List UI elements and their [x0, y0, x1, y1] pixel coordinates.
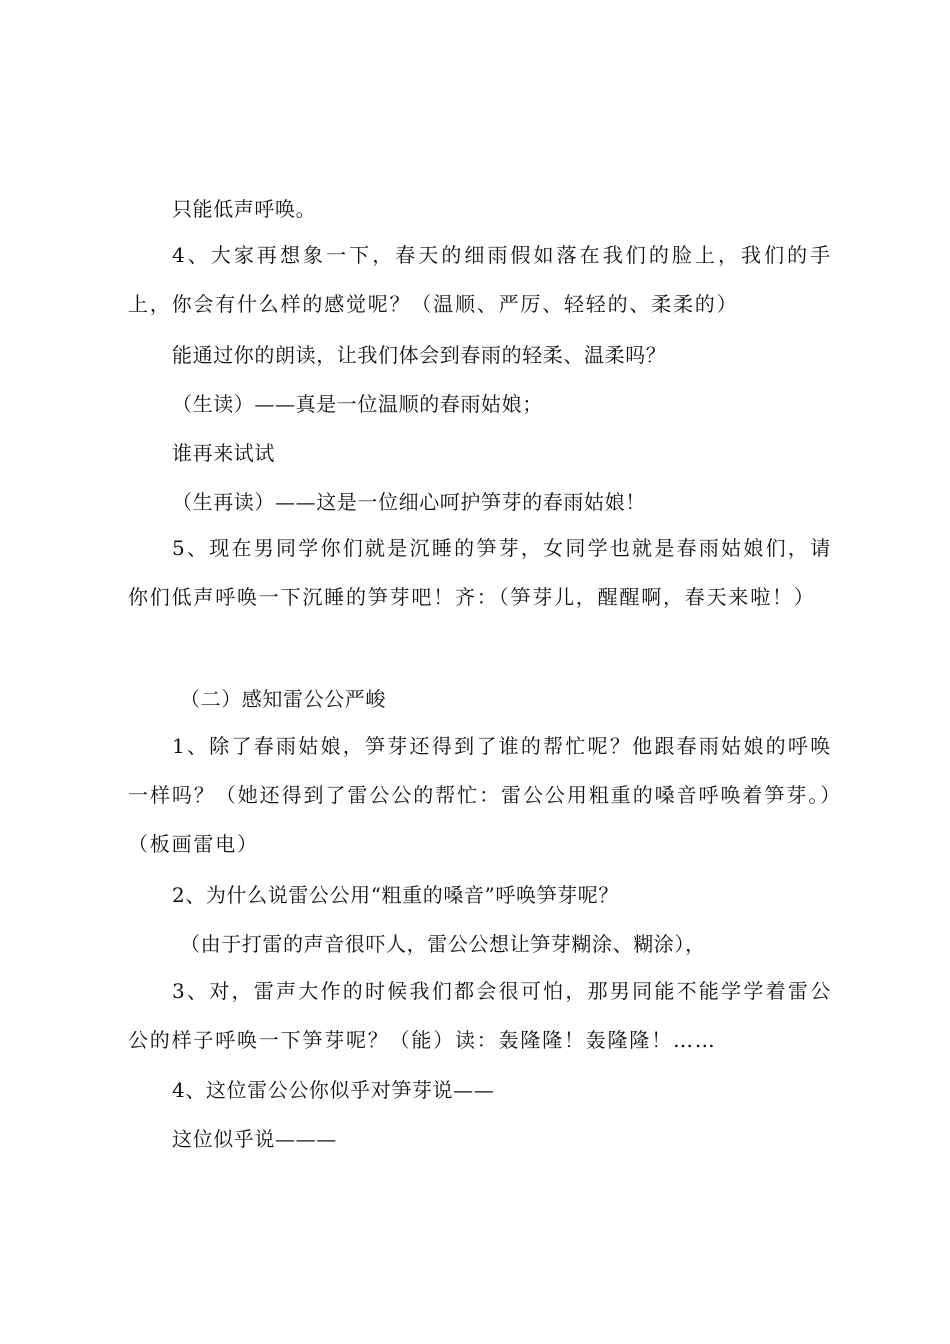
paragraph-9: 1、除了春雨姑娘，笋芽还得到了谁的帮忙呢？他跟春雨姑娘的呼唤一样吗？（她还得到了雷公公的帮忙：雷公公用粗重的嗓音呼唤着笋芽。）（板画雷电）: [128, 734, 832, 856]
paragraph-7: 5、现在男同学你们就是沉睡的笋芽，女同学也就是春雨姑娘们，请你们低声呼唤一下沉睡的笋芽吧！齐：（笋芽儿，醒醒啊，春天来啦！）: [128, 536, 832, 609]
paragraph-13: 4、这位雷公公你似乎对笋芽说——: [172, 1078, 495, 1102]
section-heading: （二）感知雷公公严峻: [180, 687, 386, 711]
paragraph-5: 谁再来试试: [172, 441, 275, 465]
paragraph-4: （生读）——真是一位温顺的春雨姑娘；: [172, 392, 543, 416]
paragraph-12: 3、对，雷声大作的时候我们都会很可怕，那男同能不能学学着雷公公的样子呼唤一下笋芽呢？（能）读：轰隆隆！轰隆隆！……: [128, 979, 832, 1052]
paragraph-2: 4、大家再想象一下，春天的细雨假如落在我们的脸上，我们的手上，你会有什么样的感觉呢？（温顺、严厉、轻轻的、柔柔的）: [128, 243, 832, 316]
paragraph-6: （生再读）——这是一位细心呵护笋芽的春雨姑娘！: [172, 490, 646, 514]
paragraph-1: 只能低声呼唤。: [172, 197, 317, 221]
paragraph-3: 能通过你的朗读，让我们体会到春雨的轻柔、温柔吗？: [172, 343, 667, 367]
paragraph-10: 2、为什么说雷公公用“粗重的嗓音”呼唤笋芽呢？: [172, 883, 619, 907]
paragraph-11: （由于打雷的声音很吓人，雷公公想让笋芽糊涂、糊涂），: [180, 932, 706, 956]
paragraph-14: 这位似乎说———: [172, 1127, 337, 1151]
